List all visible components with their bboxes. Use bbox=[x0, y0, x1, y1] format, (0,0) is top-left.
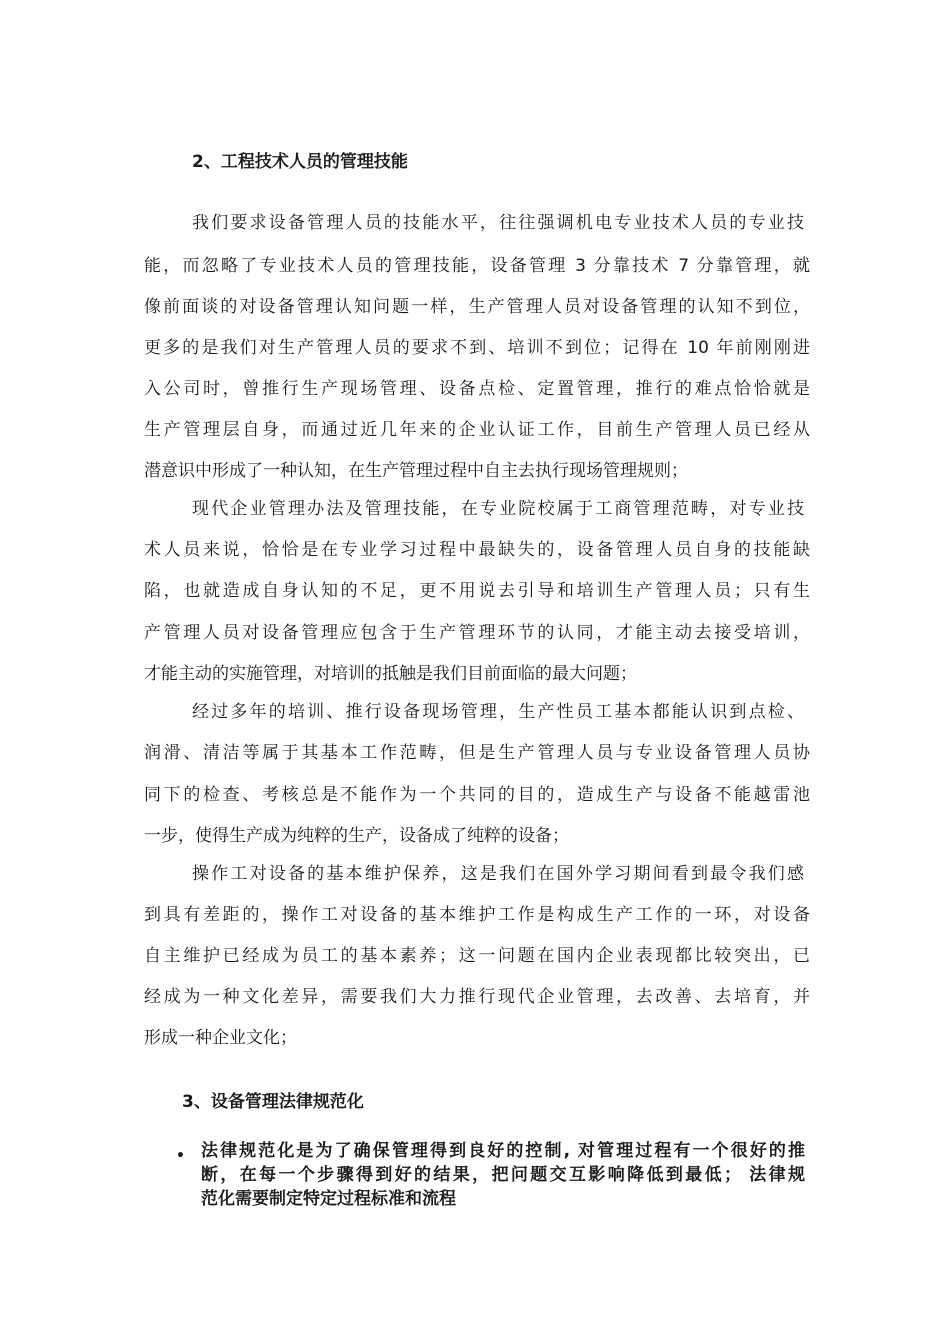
section-3-heading: 3、设备管理法律规范化 bbox=[182, 1092, 364, 1112]
paragraph-line: 更多的是我们对生产管理人员的要求不到、培训不到位；记得在 10 年前刚刚进 bbox=[144, 338, 810, 358]
paragraph-line: 同下的检查、考核总是不能作为一个共同的目的，造成生产与设备不能越雷池 bbox=[144, 785, 810, 805]
paragraph-line: 经成为一种文化差异，需要我们大力推行现代企业管理，去改善、去培育，并 bbox=[144, 987, 810, 1007]
paragraph-line: 到具有差距的，操作工对设备的基本维护工作是构成生产工作的一环，对设备 bbox=[144, 905, 810, 925]
bullet-icon: • bbox=[176, 1148, 185, 1164]
paragraph-line: 入公司时，曾推行生产现场管理、设备点检、定置管理，推行的难点恰恰就是 bbox=[144, 379, 810, 399]
paragraph-line: 像前面谈的对设备管理认知问题一样，生产管理人员对设备管理的认知不到位， bbox=[144, 297, 810, 317]
paragraph-line: 现代企业管理办法及管理技能，在专业院校属于工商管理范畴，对专业技 bbox=[192, 499, 804, 519]
paragraph-line: 能，而忽略了专业技术人员的管理技能，设备管理 3 分靠技术 7 分靠管理，就 bbox=[144, 256, 810, 276]
paragraph-line: 一步，使得生产成为纯粹的生产，设备成了纯粹的设备； bbox=[144, 826, 569, 846]
paragraph-line: 操作工对设备的基本维护保养，这是我们在国外学习期间看到最令我们感 bbox=[192, 864, 804, 884]
paragraph-line: 我们要求设备管理人员的技能水平，往往强调机电专业技术人员的专业技 bbox=[192, 213, 804, 233]
paragraph-line: 术人员来说，恰恰是在专业学习过程中最缺失的，设备管理人员自身的技能缺 bbox=[144, 540, 810, 560]
paragraph-line: 陷，也就造成自身认知的不足，更不用说去引导和培训生产管理人员；只有生 bbox=[144, 581, 810, 601]
bullet-line: 法律规范化是为了确保管理得到良好的控制, 对管理过程有一个很好的推 bbox=[201, 1141, 805, 1161]
bullet-line: 断，在每一个步骤得到好的结果，把问题交互影响降低到最低； 法律规 bbox=[201, 1165, 805, 1185]
paragraph-line: 潜意识中形成了一种认知，在生产管理过程中自主去执行现场管理规则； bbox=[144, 461, 688, 481]
section-2-heading: 2、工程技术人员的管理技能 bbox=[192, 152, 408, 172]
paragraph-line: 自主维护已经成为员工的基本素养；这一问题在国内企业表现都比较突出，已 bbox=[144, 946, 810, 966]
bullet-line: 范化需要制定特定过程标准和流程 bbox=[201, 1189, 456, 1209]
paragraph-line: 润滑、清洁等属于其基本工作范畴，但是生产管理人员与专业设备管理人员协 bbox=[144, 743, 810, 763]
paragraph-line: 形成一种企业文化； bbox=[144, 1028, 297, 1048]
paragraph-line: 产管理人员对设备管理应包含于生产管理环节的认同，才能主动去接受培训， bbox=[144, 623, 810, 643]
paragraph-line: 经过多年的培训、推行设备现场管理，生产性员工基本都能认识到点检、 bbox=[192, 702, 804, 722]
paragraph-line: 生产管理层自身，而通过近几年来的企业认证工作，目前生产管理人员已经从 bbox=[144, 420, 810, 440]
paragraph-line: 才能主动的实施管理，对培训的抵触是我们目前面临的最大问题； bbox=[144, 664, 637, 684]
